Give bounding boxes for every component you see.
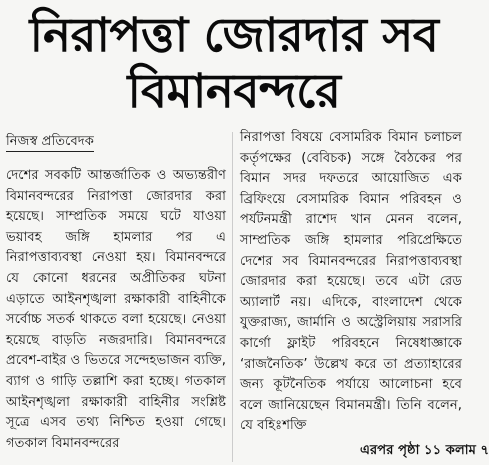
headline (0, 8, 468, 120)
article-column-left (6, 132, 226, 462)
article-column-right (240, 128, 462, 458)
article-body-right: নিরাপত্তা বিষয়ে বেসামরিক বিমান চলাচল কর্তৃপক্ষের (বেবিচক) সঙ্গে বৈঠকের পর বিমান সদর দফতরে আয়োজিত এক ব্রিফিংয়ে বেসামরিক বিমান পরিবহন ও পর্যটনমন্ত্রী রাশেদ খান মেনন বলেন, সাম্প্রতিক জঙ্গি হামলার পরিপ্রেক্ষিতে দেশের সব বিমানবন্দরের নিরাপত্তাব্যবস্থা জোরদার করা হয়েছে। তবে এটা রেড অ্যালার্ট নয়। এদিকে, বাংলাদেশ থেকে যুক্তরাজ্য, জার্মানি ও অস্ট্রেলিয়ায় সরাসরি কার্গো ফ্লাইট পরিবহনে নিষেধাজ্ঞাকে ‘রাজনৈতিক’ উল্লেখ করে তা প্রত্যাহারের জন্য কূটনৈতিক পর্যায়ে আলোচনা হবে বলে জানিয়েছেন বিমানমন্ত্রী। তিনি বলেন, যে বহিঃশক্তি (240, 130, 462, 434)
headline-line-2: বিমানবন্দরে (127, 64, 341, 119)
article-body-left: দেশের সবকটি আন্তর্জাতিক ও অভ্যন্তরীণ বিমানবন্দরের নিরাপত্তা জোরদার করা হয়েছে। সাম্প্রতিক সময়ে ঘটে যাওয়া ভয়াবহ জঙ্গি হামলার পর এ নিরাপত্তাব্যবস্থা নেওয়া হয়। বিমানবন্দরে যে কোনো ধরনের অপ্রীতিকর ঘটনা এড়াতে আইনশৃঙ্খলা রক্ষাকারী বাহিনীকে সর্বোচ্চ সতর্ক থাকতে বলা হয়েছে। নেওয়া হয়েছে বাড়তি নজরদারি। বিমানবন্দরে প্রবেশ-বাইর ও ভিতরে সন্দেহভাজন ব্যক্তি, ব্যাগ ও গাড়ি তল্লাশি করা হচ্ছে। গতকাল আইনশৃঙ্খলা রক্ষাকারী বাহিনীর সংশ্লিষ্ট সূত্রে এসব তথ্য নিশ্চিত হওয়া গেছে। গতকাল বিমানবন্দরের (6, 168, 226, 451)
continued-on-page: এরপর পৃষ্ঠা ১১ কলাম ৭ (360, 443, 489, 458)
reporter-byline: নিজস্ব প্রতিবেদক (6, 133, 94, 152)
headline-line-1: নিরাপত্তা জোরদার সব (29, 8, 439, 63)
column-divider (232, 132, 233, 462)
